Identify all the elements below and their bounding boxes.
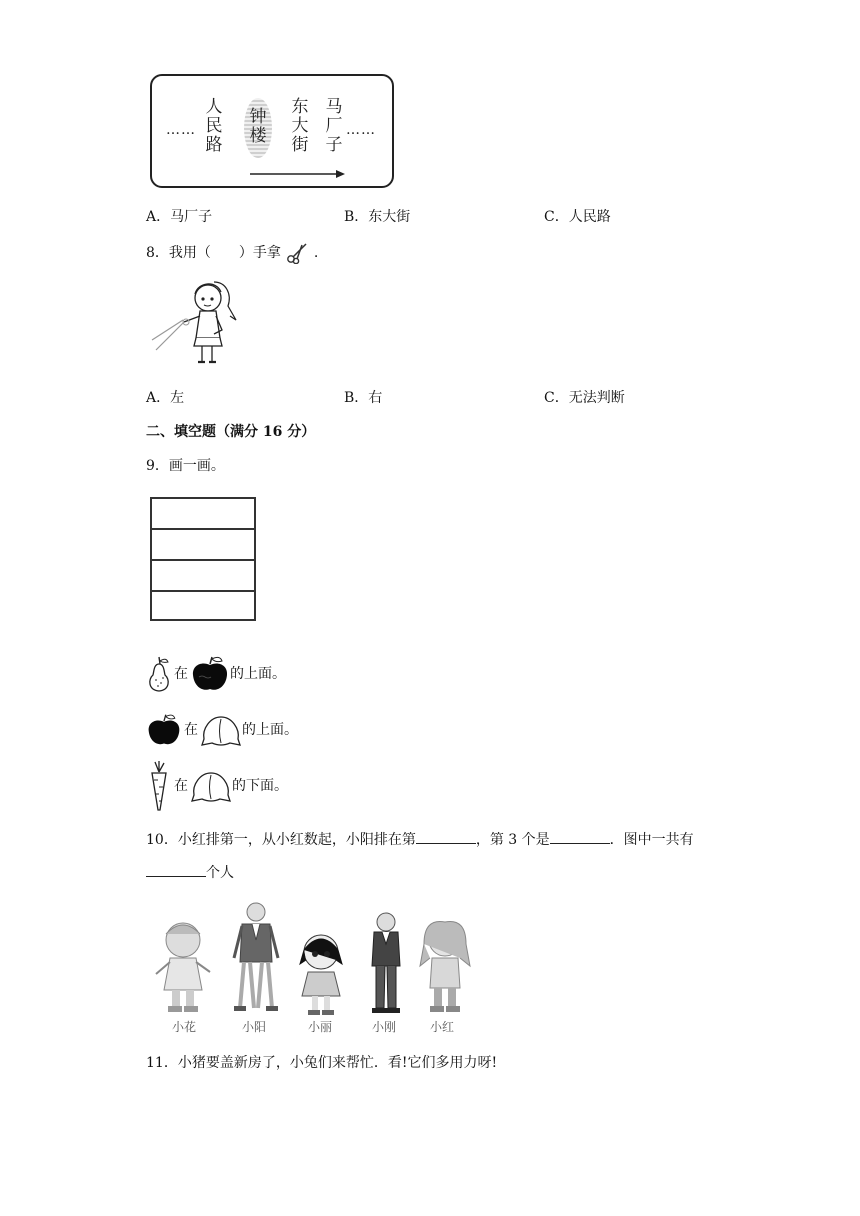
child-name-label: 小阳 (242, 1020, 267, 1034)
q9-line-3: 在 的下面。 (146, 760, 288, 812)
drawing-grid[interactable] (150, 497, 256, 621)
street-sign-figure (150, 74, 394, 188)
pear-icon (146, 655, 172, 693)
children-lineup-figure (146, 900, 486, 1036)
sign-left-street: 人 民 路 (205, 97, 223, 155)
sign-right-dots: …… (346, 122, 376, 138)
sign-right-street-1: 东 大 街 (291, 97, 309, 155)
child-name-label: 小花 (172, 1020, 197, 1034)
apple-icon (146, 711, 182, 749)
child-name-label: 小红 (430, 1020, 455, 1034)
q9-line-1: 在 的上面。 (146, 655, 286, 693)
child-figure (292, 930, 350, 1018)
girl-holding-scissors-figure (150, 276, 246, 372)
direction-arrow-icon (248, 168, 348, 180)
grid-divider (152, 590, 254, 592)
q11-stem: 11．小猪要盖新房了，小兔们来帮忙．看!它们多用力呀! (146, 1055, 498, 1071)
child-figure (414, 918, 476, 1016)
grid-divider (152, 559, 254, 561)
q7-option-c[interactable]: C．人民路 (544, 209, 611, 225)
sign-right-street-2: 马 厂 子 (325, 97, 343, 155)
sign-center-label: 钟 楼 (249, 107, 267, 146)
q8-option-c[interactable]: C．无法判断 (544, 390, 625, 406)
grid-divider (152, 528, 254, 530)
carrot-icon (146, 760, 172, 812)
q9-line-2: 在 的上面。 (146, 710, 298, 750)
q7-option-a[interactable]: A．马厂子 (146, 209, 213, 225)
sign-left-dots: …… (166, 122, 196, 138)
q7-option-b[interactable]: B．东大街 (344, 209, 411, 225)
peach-icon (200, 711, 242, 749)
peach-icon (190, 767, 232, 805)
q8-option-a[interactable]: A．左 (146, 390, 185, 406)
q10-stem-line2: 个人 (146, 862, 234, 883)
q10-stem-line1: 10．小红排第一，从小红数起，小阳排在第 ，第 3 个是 ．图中一共有 (146, 829, 694, 850)
child-name-label: 小丽 (308, 1020, 333, 1034)
q8-option-b[interactable]: B．右 (344, 390, 383, 406)
apple-icon (190, 655, 230, 693)
scissors-icon (285, 242, 309, 264)
child-name-label: 小刚 (372, 1020, 397, 1034)
child-figure (364, 910, 408, 1016)
child-figure (152, 916, 214, 1016)
answer-blank-1[interactable] (416, 829, 476, 844)
answer-blank-3[interactable] (146, 862, 206, 877)
answer-blank-2[interactable] (550, 829, 610, 844)
q8-stem: 8．我用（ ）手拿 . (146, 242, 318, 264)
section-title: 二、填空题（满分 16 分） (146, 424, 316, 440)
q9-stem: 9．画一画。 (146, 458, 225, 474)
child-figure (228, 900, 284, 1016)
